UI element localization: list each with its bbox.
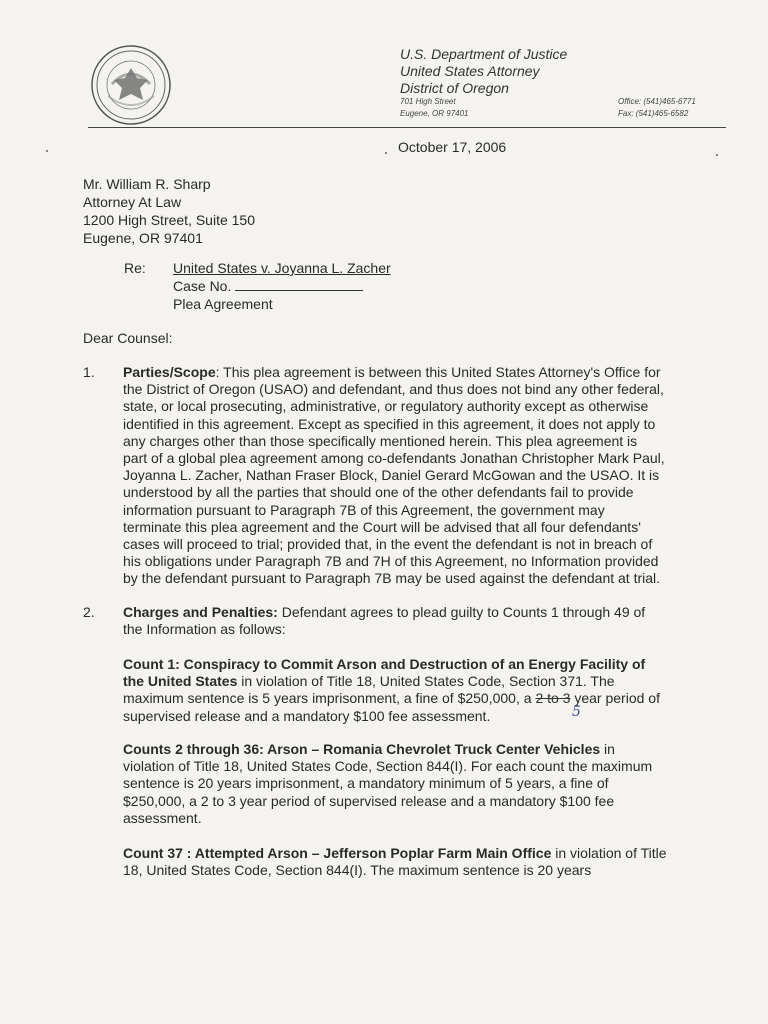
paragraph-line: information pursuant to Paragraph 7B of this Agreement, the government may: [123, 501, 605, 518]
scan-speck: [716, 154, 718, 156]
handwritten-correction: 5: [572, 704, 581, 720]
paragraph-line: understood by all the parties that should one of the other defendants fail to provide: [123, 484, 634, 501]
count-line: sentence is 20 years imprisonment, a mandatory minimum of 5 years, a fine of: [123, 775, 609, 792]
count-line: 18, United States Code, Section 844(I). The maximum sentence is 20 years: [123, 862, 592, 879]
paragraph-line: part of a global plea agreement among co-defendants Jonathan Christopher Mark Paul,: [123, 450, 665, 467]
scan-speck: [46, 150, 48, 152]
paragraph-line: terminate this plea agreement and the Court will be advised that all four defendants': [123, 518, 641, 535]
paragraph-line: Joyanna L. Zacher, Nathan Fraser Block, Daniel Gerard McGowan and the USAO. It is: [123, 467, 660, 484]
count-line: violation of Title 18, United States Code, Section 844(I). For each count the maximum: [123, 758, 653, 775]
count-heading: Counts 2 through 36: Arson – Romania Chevrolet Truck Center Vehicles in: [123, 741, 615, 757]
letterhead-district: District of Oregon: [400, 80, 509, 96]
count-37-block: [123, 845, 723, 879]
recipient-city: Eugene, OR 97401: [83, 230, 203, 246]
case-number-blank: [235, 278, 363, 291]
letterhead-phone: Office: (541)465-6771: [618, 97, 696, 106]
count-line: assessment.: [123, 809, 202, 826]
letter-date: October 17, 2006: [398, 139, 507, 155]
paragraph-line: cases will proceed to trial; provided that, in the event the defendant is not in breach of: [123, 536, 653, 553]
count-line: the United States in violation of Title 18, United States Code, Section 371. The: [123, 673, 615, 690]
letterhead-address-row-1: [400, 97, 730, 109]
letterhead-fax: Fax: (541)465-6582: [618, 109, 689, 118]
count-2-36-block: [123, 741, 723, 827]
case-number-line: [173, 277, 433, 295]
letterhead-office: United States Attorney: [400, 63, 540, 79]
count-line: supervised release and a mandatory $100 fee assessment.: [123, 707, 491, 724]
recipient-street: 1200 High Street, Suite 150: [83, 212, 256, 228]
struck-text: 2 to 3: [535, 690, 571, 707]
paragraph-line: state, or local prosecuting, administrative, or regulatory authority except as otherwise: [123, 398, 649, 415]
paragraph-line: any charges other than those specifically mentioned herein. This plea agreement is: [123, 432, 638, 449]
paragraph-number: 1.: [83, 364, 95, 380]
paragraph-line: by the defendant pursuant to Paragraph 7B may be used against the defendant at trial.: [123, 570, 661, 587]
recipient-name: Mr. William R. Sharp: [83, 176, 211, 192]
paragraph-line: identified in this agreement. Except as specified in this agreement, it does not apply to: [123, 415, 656, 432]
letterhead-dept: U.S. Department of Justice: [400, 46, 568, 62]
paragraph-line: his obligations under Paragraph 7B and 7H of this Agreement, no Information provided: [123, 553, 659, 570]
paragraph-heading: Parties/Scope: [123, 364, 216, 380]
count-1-block: [123, 656, 723, 725]
count-heading: Count 37 : Attempted Arson – Jefferson Poplar Farm Main Office in violation of Title: [123, 845, 667, 861]
paragraph-line: Charges and Penalties: Defendant agrees to plead guilty to Counts 1 through 49 of: [123, 604, 646, 620]
paragraph-heading: Charges and Penalties:: [123, 604, 278, 620]
recipient-address: [83, 175, 255, 247]
letterhead-rule: [88, 127, 726, 128]
recipient-title: Attorney At Law: [83, 194, 182, 210]
re-subject: Plea Agreement: [173, 296, 273, 312]
count-heading: Count 1: Conspiracy to Commit Arson and Destruction of an Energy Facility of: [123, 656, 646, 672]
salutation: Dear Counsel:: [83, 330, 173, 346]
count-line: maximum sentence is 5 years imprisonment, a fine of $250,000, a 2 to 3 year period of: [123, 690, 660, 707]
letterhead-city: Eugene, OR 97401: [400, 109, 469, 118]
case-number-label: Case No.: [173, 278, 232, 294]
case-title: United States v. Joyanna L. Zacher: [173, 260, 391, 276]
count-line: $250,000, a 2 to 3 year period of supervised release and a mandatory $100 fee: [123, 792, 615, 809]
paragraph-number: 2.: [83, 604, 95, 620]
letterhead: [400, 46, 730, 121]
paragraph-line: the Information as follows:: [123, 621, 286, 638]
letterhead-street: 701 High Street: [400, 97, 456, 106]
paragraph-line: the District of Oregon (USAO) and defendant, and thus does not bind any other federal,: [123, 381, 664, 398]
letterhead-address-row-2: [400, 109, 730, 121]
paragraph-line: Parties/Scope: This plea agreement is between this United States Attorney's Office for: [123, 364, 661, 380]
scan-speck: [385, 152, 387, 154]
doj-seal-icon: [90, 44, 172, 126]
re-label: Re:: [124, 260, 146, 276]
